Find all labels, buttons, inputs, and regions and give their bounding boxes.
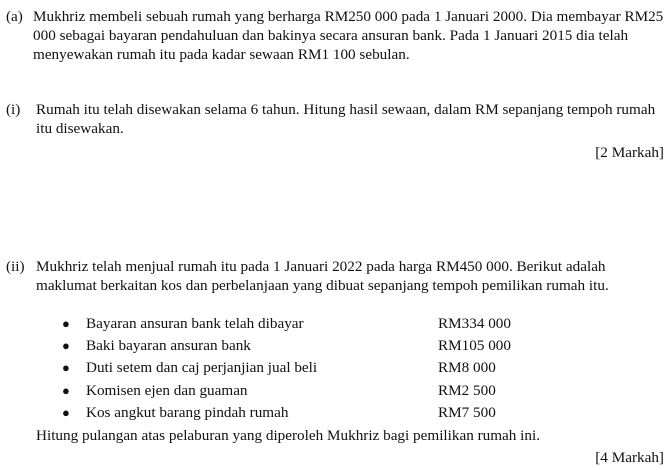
question-part-a [6,7,666,64]
bullet-icon: ● [62,360,70,376]
cost-item-value: RM105 000 [438,337,511,355]
cost-item-label: Komisen ejen dan guaman [86,381,248,399]
bullet-icon: ● [62,338,70,354]
part-i-label: (i) [6,101,21,118]
list-item [62,358,582,380]
cost-item-label: Kos angkut barang pindah rumah [86,403,289,421]
cost-item-label: Bayaran ansuran bank telah dibayar [86,315,304,332]
list-item [62,403,582,425]
cost-list [62,314,582,425]
cost-item-value: RM2 500 [438,381,496,399]
part-i-marks: [2 Markah] [595,144,664,161]
part-ii-question: Hitung pulangan atas pelaburan yang diperoleh Mukhriz bagi pemilikan rumah ini. [36,427,541,444]
bullet-icon: ● [62,382,70,398]
bullet-icon: ● [62,404,70,420]
part-ii-text: Mukhriz telah menjual rumah itu pada 1 Januari 2022 pada harga RM450 000. Berikut adalah maklumat berkaitan kos dan perbelanjaan yang dibuat sepanjang tempoh pemilikan rumah itu. [36,258,609,294]
question-part-ii [6,257,666,295]
bullet-icon: ● [62,316,70,331]
list-item [62,381,582,403]
part-ii-marks: [4 Markah] [595,449,664,466]
part-a-text: Mukhriz membeli sebuah rumah yang berharga RM250 000 pada 1 Januari 2000. Dia membayar RM25 000 sebagai bayaran pendahuluan dan bakinya secara ansuran bank. Pada 1 Januari 2015 dia telah menyewakan rumah itu pada kadar sewaan RM1 100 sebulan. [33,8,664,63]
cost-item-label: Duti setem dan caj perjanjian jual beli [86,359,318,377]
cost-item-label: Baki bayaran ansuran bank [86,337,251,355]
question-part-i [6,100,666,138]
cost-item-value: RM334 000 [438,315,511,332]
part-ii-label: (ii) [6,258,25,275]
list-item [62,314,582,336]
part-a-label: (a) [6,8,23,25]
cost-item-value: RM8 000 [438,359,496,377]
part-i-text: Rumah itu telah disewakan selama 6 tahun. Hitung hasil sewaan, dalam RM sepanjang tempoh rumah itu disewakan. [36,101,656,137]
cost-item-value: RM7 500 [438,403,496,421]
list-item [62,336,582,358]
